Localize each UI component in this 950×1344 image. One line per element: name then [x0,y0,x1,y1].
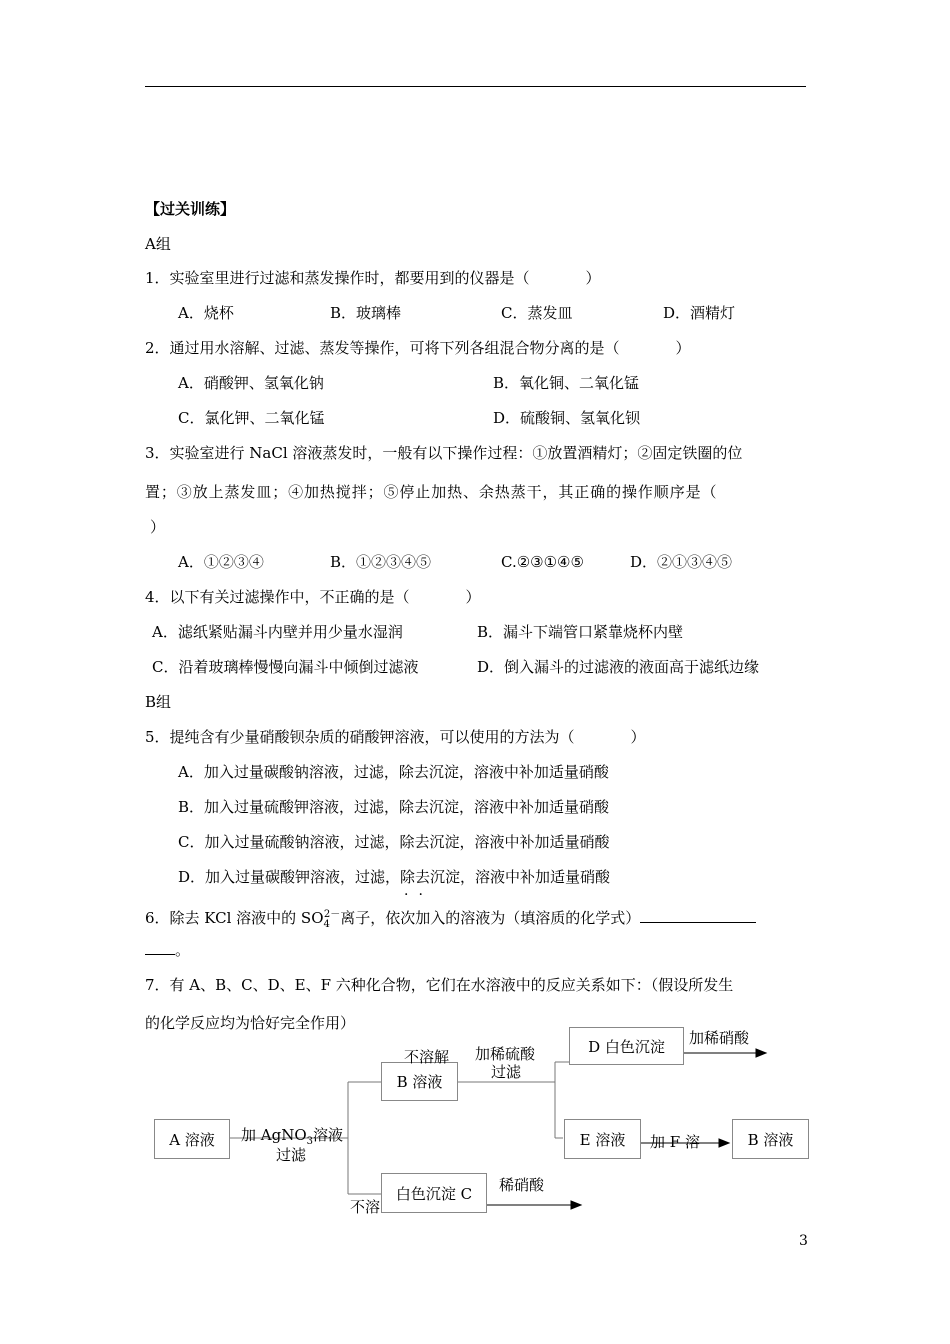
label-insoluble-bottom: 不溶 [350,1198,381,1216]
label-filter-1: 过滤 [276,1146,307,1164]
page-number: 3 [799,1233,808,1249]
q5-option-a: A．加入过量碳酸钠溶液，过滤，除去沉淀，溶液中补加适量硝酸 [178,763,609,781]
q3-option-d: D．②①③④⑤ [630,553,733,571]
label-add-agno3-sub: 3 [306,1136,314,1147]
q5-option-d: D．加入过量碳酸钾溶液，过滤，除去沉淀，溶液中补加适量硝酸 [178,868,611,886]
q5-option-b: B．加入过量硫酸钾溶液，过滤，除去沉淀，溶液中补加适量硝酸 [178,798,610,816]
question-5-stem: 5．提纯含有少量硝酸钡杂质的硝酸钾溶液，可以使用的方法为（ [145,728,575,746]
q4-option-c: C．沿着玻璃棒慢慢向漏斗中倾倒过滤液 [152,658,419,676]
label-insoluble-top: 不溶解 [404,1048,450,1066]
question-6-prefix: 6．除去 KCl 溶液中的 SO [145,909,324,927]
question-6-suffix: 离子，依次加入的溶液为（填溶质的化学式） [340,909,641,927]
label-add-dilute-nitric-acid: 加稀硝酸 [689,1029,750,1047]
question-3-line-3: ） [150,518,166,536]
label-add-f-solution: 加 F 溶 [650,1133,700,1151]
question-5-close: ） [630,728,646,746]
question-7-line-1: 7．有 A、B、C、D、E、F 六种化合物，它们在水溶液中的反应关系如下：（假设所发生 [145,976,734,994]
box-b-solution-final: B 溶液 [732,1119,809,1159]
q4-option-d: D．倒入漏斗的过滤液的液面高于滤纸边缘 [477,658,760,676]
q4-option-a: A．滤纸紧贴漏斗内壁并用少量水湿润 [152,623,403,641]
label-add-agno3-post: 溶液 [313,1126,344,1144]
question-4-stem: 4．以下有关过滤操作中，不正确的是（ [145,588,410,606]
question-2-stem: 2．通过用水溶解、过滤、蒸发等操作，可将下列各组混合物分离的是（ [145,339,620,357]
sulfate-subscript: 4 [323,919,330,930]
question-3-line-2: 置；③放上蒸发皿；④加热搅拌；⑤停止加热、余热蒸干，其正确的操作顺序是（ [145,483,718,501]
sulfate-charge: 2－ [323,909,341,920]
question-2-close: ） [675,339,691,357]
box-a-solution: A 溶液 [154,1119,230,1159]
q2-option-c: C．氯化钾、二氧化锰 [178,409,325,427]
label-dilute-nitric-acid: 稀硝酸 [499,1176,545,1194]
box-d-white-precipitate: D 白色沉淀 [569,1027,684,1065]
q4-option-b: B．漏斗下端管口紧靠烧杯内壁 [477,623,684,641]
label-filter-2: 过滤 [491,1063,522,1081]
q3-option-a: A．①②③④ [178,553,264,571]
box-white-precipitate-c: 白色沉淀 C [381,1173,487,1213]
question-6-end: 。 [175,941,191,959]
label-add-dilute-sulfuric-acid: 加稀硫酸 [475,1045,536,1063]
question-4-close: ） [465,588,481,606]
q2-option-a: A．硝酸钾、氢氧化钠 [178,374,324,392]
label-add-agno3-pre: 加 AgNO [241,1126,307,1144]
question-3-line-1: 3．实验室进行 NaCl 溶液蒸发时，一般有以下操作过程：①放置酒精灯；②固定铁圈的位 [145,444,743,462]
q2-option-d: D．硫酸铜、氢氧化钡 [493,409,641,427]
emphasis-dots: ·· [404,887,433,903]
question-1-close: ） [585,269,601,287]
q1-option-b: B．玻璃棒 [330,304,402,322]
q3-option-c: C.②③①④⑤ [501,553,584,571]
box-e-solution: E 溶液 [564,1119,641,1159]
box-b-solution: B 溶液 [381,1062,458,1101]
group-b-heading: B组 [145,693,172,711]
section-title: 【过关训练】 [145,200,236,218]
q5-option-c: C．加入过量硫酸钠溶液，过滤，除去沉淀，溶液中补加适量硝酸 [178,833,610,851]
question-7-line-2: 的化学反应均为恰好完全作用） [145,1014,356,1032]
q1-option-c: C．蒸发皿 [501,304,573,322]
q1-option-d: D．酒精灯 [663,304,736,322]
q1-option-a: A．烧杯 [178,304,234,322]
group-a-heading: A组 [145,235,171,253]
question-1-stem: 1．实验室里进行过滤和蒸发操作时，都要用到的仪器是（ [145,269,530,287]
q2-option-b: B．氧化铜、二氧化锰 [493,374,640,392]
q3-option-b: B．①②③④⑤ [330,553,432,571]
